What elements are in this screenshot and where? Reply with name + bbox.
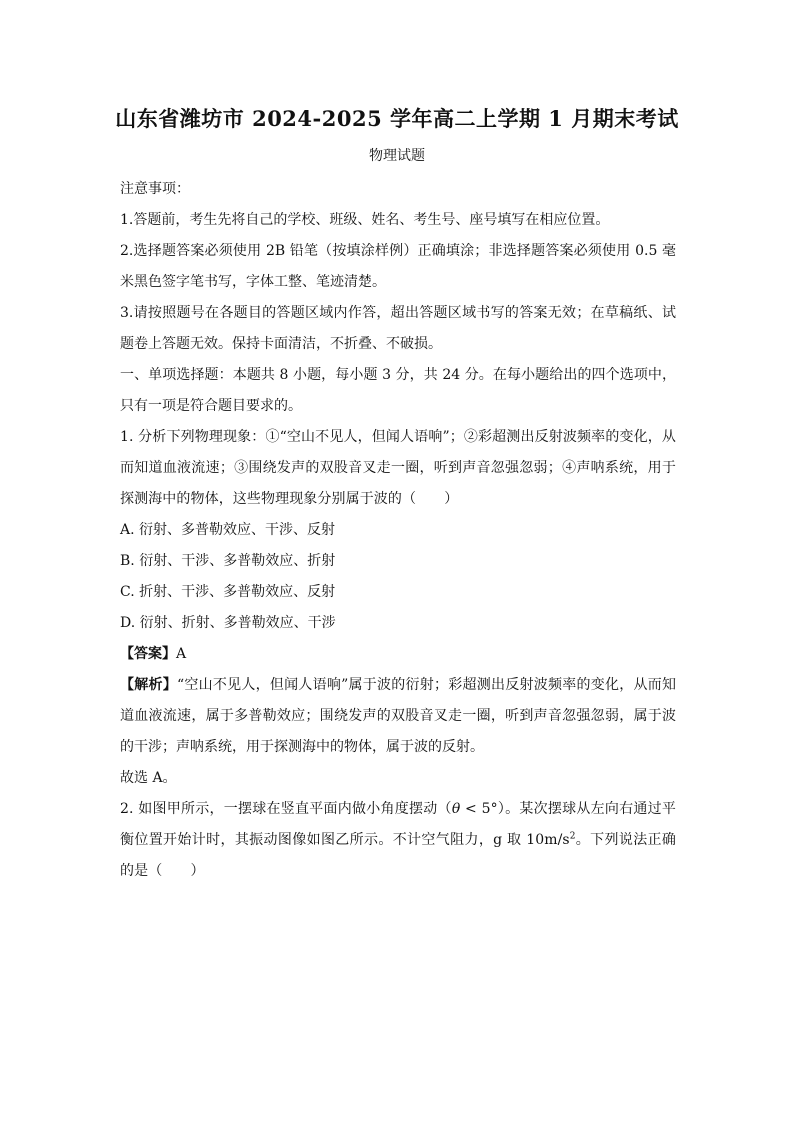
question-1-answer [120,639,676,670]
notice-item-1: 1.答题前，考生先将自己的学校、班级、姓名、考生号、座号填写在相应位置。 [120,212,610,228]
question-1-stem: 1. 分析下列物理现象：①“空山不见人，但闻人语响”；②彩超测出反射波频率的变化，从而知道血液流速；③围绕发声的双股音叉走一圈，听到声音忽强忽弱；④声呐系统，用于探测海中的物体，这些物理现象分别属于波的（ ） [120,429,676,507]
question-1-analysis [120,670,676,763]
question-2-stem-part-2: ）。某次摆球从左向右通过平衡位置开始计时，其振动图像如图乙所示。不计空气阻力，g 取 10 [120,801,676,848]
question-2-stem-part-1: 2. 如图甲所示，一摆球在竖直平面内做小角度摆动（ [120,801,452,817]
analysis-label: 【解析】 [120,677,177,693]
notice-item-3: 3.请按照题号在各题目的答题区域内作答，超出答题区域书写的答案无效；在草稿纸、试题卷上答题无效。保持卡面清洁，不折叠、不破损。 [120,305,676,352]
question-1-option-a: A. 衍射、多普勒效应、干涉、反射 [120,522,336,538]
section-1-heading: 一、单项选择题：本题共 8 小题，每小题 3 分，共 24 分。在每小题给出的四个选项中，只有一项是符合题目要求的。 [120,367,676,414]
angle-condition: < 5° [460,801,498,817]
question-1-option-b: B. 衍射、干涉、多普勒效应、折射 [120,553,336,569]
document-body [120,174,676,887]
unit-base: m/s [544,832,570,848]
notice-heading: 注意事项： [120,181,190,197]
unit-exponent: 2 [569,831,576,842]
document-subtitle: 物理试题 [369,148,425,164]
analysis-text: “空山不见人，但闻人语响”属于波的衍射；彩超测出反射波频率的变化，从而知道血液流速，属于多普勒效应；围绕发声的双股音叉走一圈，听到声音忽强忽弱，属于波的干涉；声呐系统，用于探测海中的物体，属于波的反射。 [120,677,677,755]
question-1-conclusion: 故选 A。 [120,770,177,786]
notice-item-2: 2.选择题答案必须使用 2B 铅笔（按填涂样例）正确填涂；非选择题答案必须使用 0.5 毫米黑色签字笔书写，字体工整、笔迹清楚。 [120,243,676,290]
answer-value: A [176,646,187,662]
question-2-stem [120,794,676,887]
question-2-stem-part-3: 。下列说法正确的是（ ） [120,832,677,879]
theta-symbol: θ [451,801,461,817]
question-1-option-c: C. 折射、干涉、多普勒效应、反射 [120,584,336,600]
answer-label: 【答案】 [120,646,176,662]
document-title: 山东省潍坊市 2024-2025 学年高二上学期 1 月期末考试 [115,106,679,131]
question-1-option-d: D. 衍射、折射、多普勒效应、干涉 [120,615,336,631]
